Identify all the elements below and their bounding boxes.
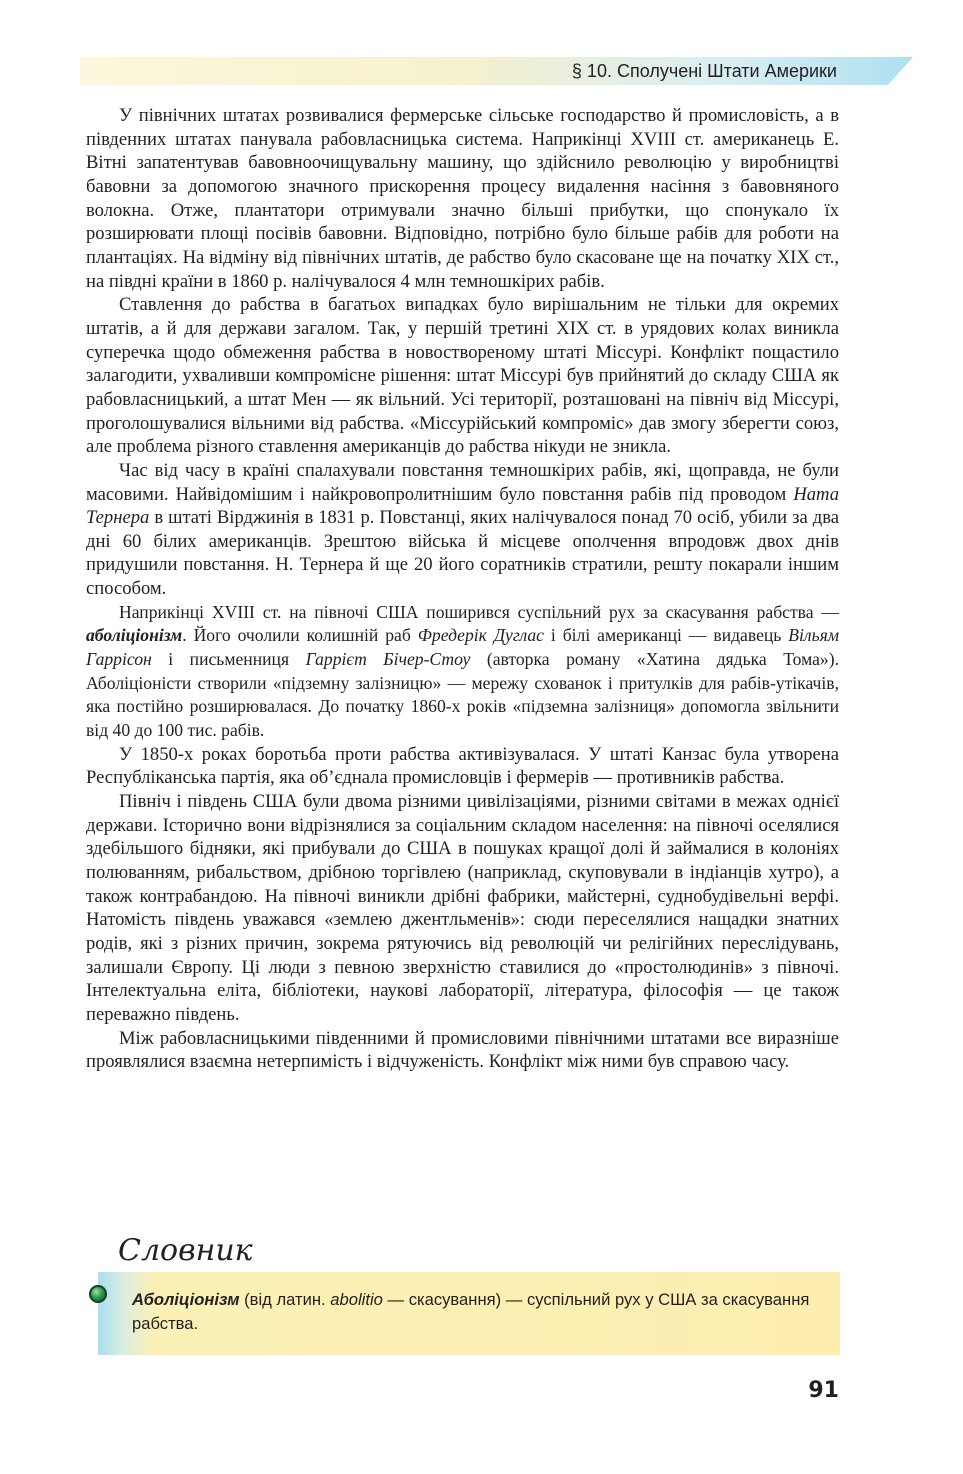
paragraph-text: і письменниця (151, 649, 306, 670)
glossary-text-part: (від латин. (239, 1290, 331, 1309)
glossary-term: Аболіціонізм (132, 1290, 240, 1309)
paragraph: У 1850-х роках боротьба проти рабства активізувалася. У штаті Канзас була утворена Республіканська партія, яка об’єднала промисловців і фермерів — противників рабства. (86, 743, 839, 789)
paragraph-text: Наприкінці XVIII ст. на півночі США поширився суспільний рух за скасування рабства — (119, 601, 839, 622)
paragraph-text: . Його очолили колишній раб (182, 625, 418, 646)
glossary-text-part: — скасування) — суспільний рух у США за скасування рабства. (132, 1290, 810, 1333)
paragraph: У північних штатах розвивалися фермерське сільське господарство й промисловість, а в південних штатах панувала рабовласницька система. Наприкінці XVIII ст. американець Е. Вітні запатентував бавовноочищувальну машину, що здійснило революцію у виробництві бавовни за допомогою значного прискорення процесу видалення насіння з бавовняного волокна. Отже, плантатори отримували значно більші прибутки, що спонукало їх розширювати площі посівів бавовни. Відповідно, потрібно було більше рабів для роботи на плантаціях. На відміну від північних штатів, де рабство було скасоване ще на початку XIX ст., на півдні країни в 1860 р. налічувалося 4 млн темношкірих рабів. (86, 105, 839, 292)
paragraph (86, 601, 839, 743)
paragraph: Ставлення до рабства в багатьох випадках було вирішальним не тільки для окремих штатів, а й для держави загалом. Так, у першій третині XIX ст. в урядових колах виникла суперечка щодо обмеження рабства в новоствореному штаті Міссурі. Конфлікт пощастило залагодити, ухваливши компромісне рішення: штат Міссурі був прийнятий до складу США як рабовласницький, а штат Мен — як вільний. Усі території, розташовані на північ від Міссурі, проголошувалися вільними від рабства. «Міссурійський компроміс» дав змогу зберегти союз, але проблема різного ставлення американців до рабства нікуди не зникла. (86, 294, 839, 458)
section-title: § 10. Сполучені Штати Америки (571, 61, 837, 81)
glossary-heading (116, 1228, 256, 1272)
person-name: Ната Тернера (86, 483, 839, 529)
person-name: Гаррієт Бічер-Стоу (305, 649, 471, 670)
bullet-icon (89, 1285, 107, 1303)
person-name: Фредерік Дуглас (417, 625, 544, 646)
paragraph-text: Час від часу в країні спалахували повстання темношкірих рабів, які, щоправда, не були масовими. Найвідомішим і найкровопролитнішим було повстання рабів під проводом (86, 459, 839, 505)
paragraph-text: (авторка роману «Хатина дядька Тома»). Аболіціоністи створили «підземну залізницю» — мережу схованок і притулків для рабів-утікачів, яка постійно розширювалася. До початку 1860-х років «підземна залізниця» допомогла звільнити від 40 до 100 тис. рабів. (86, 649, 839, 741)
paragraph-text: в штаті Вірджинія в 1831 р. Повстанці, яких налічувалося понад 70 осіб, убили за два дні 60 білих американців. Зрештою війська й місцеве ополчення впродовж двох днів придушили повстання. Н. Тернера й ще 20 його соратників стратили, решту покарали іншим способом. (86, 507, 839, 600)
key-term: аболіціонізм (86, 625, 183, 646)
paragraph: Північ і південь США були двома різними цивілізаціями, різними світами в межах однієї держави. Історично вони відрізнялися за соціальним складом населення: на півночі оселялися здебільшого бідняки, які прибували до США в пошуках кращої долі й займалися в колоніях полюванням, рибальством, дрібною торгівлею (наприклад, скуповували в індіанців хутро), а також контрабандою. На півночі виникли дрібні фабрики, майстерні, суднобудівельні верфі. Натомість південь уважався «землею джентльменів»: сюди переселялися нащадки знатних родів, які з різних причин, зокрема рятуючись від революцій чи релігійних переслідувань, залишали Європу. Ці люди з певною зверхністю ставилися до «простолюдинів» з півночі. Інтелектуальна еліта, бібліотеки, наукові лабораторії, література, філософія — це також переважно південь. (86, 791, 839, 1025)
person-name: Вільям Гаррісон (86, 625, 839, 670)
paragraph-text: і білі американці — видавець (543, 625, 789, 646)
paragraph (86, 459, 839, 601)
main-text (86, 104, 839, 1074)
glossary-latin-word: abolitio (330, 1290, 383, 1309)
glossary-definition (132, 1288, 822, 1336)
paragraph: Між рабовласницькими південними й промисловими північними штатами все виразніше проявлялися взаємна нетерпимість і відчуженість. Конфлікт між ними був справою часу. (86, 1027, 839, 1073)
glossary-heading-text: Словник (118, 1233, 253, 1268)
page-number: 91 (808, 1378, 839, 1403)
